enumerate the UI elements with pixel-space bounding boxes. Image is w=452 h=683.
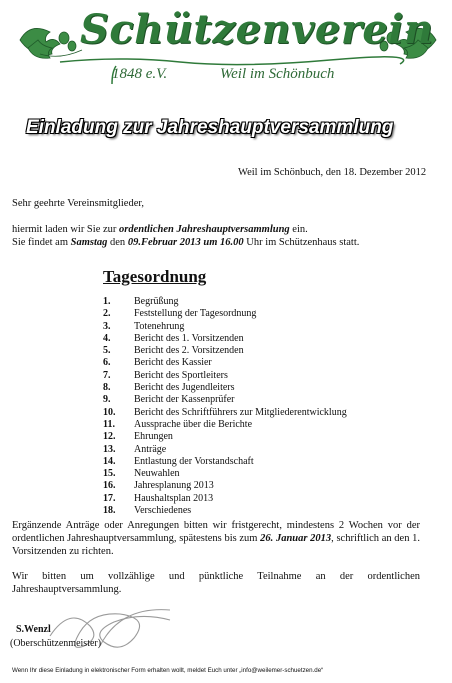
agenda-item-number: 2. xyxy=(103,308,111,320)
agenda-item-text: Ehrungen xyxy=(134,431,173,443)
logo-title: Schützenverein xyxy=(80,6,434,53)
agenda-item-text: Bericht des Sportleiters xyxy=(134,369,228,381)
agenda-item-text: Bericht des Jugendleiters xyxy=(134,382,235,394)
salutation: Sehr geehrte Vereinsmitglieder, xyxy=(12,198,145,209)
agenda-item-text: Bericht des Schriftführers zur Mitgliederentwicklung xyxy=(134,406,347,418)
agenda-item xyxy=(103,505,347,517)
agenda-item xyxy=(103,431,347,443)
agenda-item-number: 1. xyxy=(103,296,111,307)
agenda-item-number: 8. xyxy=(103,382,111,394)
meeting-day: Samstag xyxy=(70,237,108,248)
agenda-item-number: 4. xyxy=(103,332,111,344)
agenda-item-number: 14. xyxy=(103,455,116,467)
signatory-role: (Oberschützenmeister) xyxy=(10,638,102,649)
date-line: Weil im Schönbuch, den 18. Dezember 2012 xyxy=(238,167,427,178)
agenda-item xyxy=(103,357,347,369)
agenda-item-text: Aussprache über die Berichte xyxy=(134,418,253,430)
agenda-item xyxy=(103,419,347,431)
proposals-paragraph xyxy=(12,519,420,558)
agenda-item xyxy=(103,480,347,492)
text-run: Uhr im Schützenhaus statt. xyxy=(243,237,360,248)
agenda-item xyxy=(103,456,347,468)
club-logo xyxy=(0,0,452,92)
text-run: hiermit laden wir Sie zur xyxy=(12,224,120,235)
text-run: den xyxy=(107,237,128,248)
agenda-item xyxy=(103,345,347,357)
agenda-item-number: 15. xyxy=(103,468,116,480)
agenda-item xyxy=(103,444,347,456)
deadline-date: 26. Januar 2013 xyxy=(260,533,332,544)
agenda-item-text: Bericht des 2. Vorsitzenden xyxy=(134,345,244,357)
agenda-item-number: 17. xyxy=(103,492,116,504)
agenda-item-text: Entlastung der Vorstandschaft xyxy=(134,455,254,467)
agenda-item-number: 12. xyxy=(103,431,116,443)
text-run: Sie findet am xyxy=(12,237,71,248)
agenda-item xyxy=(103,382,347,394)
agenda-item xyxy=(103,296,347,308)
intro-paragraph-2 xyxy=(12,236,359,249)
agenda-item-number: 11. xyxy=(103,418,115,430)
agenda-item-number: 9. xyxy=(103,394,111,406)
agenda-item-text: Bericht der Kassenprüfer xyxy=(134,394,235,406)
agenda-item-number: 13. xyxy=(103,443,116,455)
agenda-item-text: Feststellung der Tagesordnung xyxy=(134,308,257,320)
agenda-item-text: Totenehrung xyxy=(134,320,185,332)
intro-paragraph-1 xyxy=(12,223,308,236)
agenda-item-text: Bericht des Kassier xyxy=(134,357,212,369)
invitation-banner: Einladung zur Jahreshauptversammlung xyxy=(26,117,394,138)
agenda-item xyxy=(103,493,347,505)
agenda-item-text: Begrüßung xyxy=(134,296,179,307)
agenda-item-number: 18. xyxy=(103,505,116,517)
agenda-item-text: Bericht des 1. Vorsitzenden xyxy=(134,332,244,344)
meeting-datetime: 09.Februar 2013 um 16.00 xyxy=(127,237,244,248)
signatory-name: S.Wenzl xyxy=(16,624,51,635)
meeting-name: ordentlichen Jahreshauptversammlung xyxy=(119,224,290,235)
agenda-heading: Tagesordnung xyxy=(103,267,207,286)
attendance-paragraph: Wir bitten um vollzählige und pünktliche Teilnahme an der ordentlichen Jahreshauptversammlung. xyxy=(12,571,420,595)
text-run: ein. xyxy=(289,224,308,235)
agenda-item-number: 10. xyxy=(103,406,116,418)
footer-note: Wenn Ihr diese Einladung in elektronischer Form erhalten wollt, meldet Euch unter „info@weilemer-schuetzen.de“ xyxy=(12,667,324,674)
agenda-item-text: Verschiedenes xyxy=(134,505,192,517)
agenda-item-number: 16. xyxy=(103,480,116,492)
agenda-item-text: Jahresplanung 2013 xyxy=(134,480,214,492)
text-run: Ergänzende Anträge oder Anregungen bitten wir fristgerecht, mindestens 2 Wochen vor der ordentlichen Jahreshauptversammlung, spätestens bis zum xyxy=(12,520,420,544)
logo-place: Weil im Schönbuch xyxy=(220,66,335,82)
text-run: , schriftlich an den 1. Vorsitzenden zu richten. xyxy=(12,533,421,557)
agenda-item-number: 7. xyxy=(103,369,111,381)
agenda-item xyxy=(103,370,347,382)
agenda-item-number: 5. xyxy=(103,345,111,357)
agenda-item-number: 6. xyxy=(103,357,111,369)
logo-year: 1848 e.V. xyxy=(112,66,168,82)
agenda-item xyxy=(103,333,347,345)
agenda-item xyxy=(103,468,347,480)
agenda-item-text: Haushaltsplan 2013 xyxy=(134,492,214,504)
agenda-item-text: Neuwahlen xyxy=(134,468,180,480)
agenda-item xyxy=(103,308,347,320)
agenda-item xyxy=(103,394,347,406)
agenda-item-text: Anträge xyxy=(134,443,167,455)
agenda-list xyxy=(103,296,347,517)
agenda-item xyxy=(103,321,347,333)
agenda-item xyxy=(103,407,347,419)
agenda-item-number: 3. xyxy=(103,320,111,332)
